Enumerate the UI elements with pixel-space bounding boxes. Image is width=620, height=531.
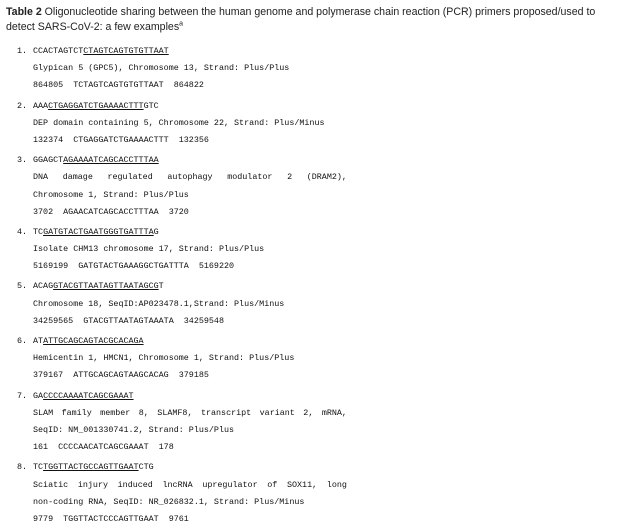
list-item (17, 98, 607, 150)
match-description: Isolate CHM13 chromosome 17, Strand: Plus/Plus (33, 244, 265, 255)
match-description: Chromosome 18, SeqID:AP023478.1,Strand: Plus/Minus (33, 298, 285, 309)
match-description (17, 477, 347, 494)
list-item (17, 333, 607, 385)
table-caption (6, 5, 612, 35)
genome-alignment: 9779 TGGTTACTCCCAGTTGAAT 9761 (33, 513, 189, 524)
list-item (17, 152, 607, 221)
description-word: long (326, 479, 347, 490)
match-description: Hemicentin 1, HMCN1, Chromosome 1, Strand: Plus/Plus (33, 353, 295, 364)
description-word: 2, (303, 407, 314, 418)
match-description (17, 169, 347, 186)
description-word: member (100, 407, 131, 418)
shared-oligo-segment: GTACGTTAATAGTTAATAGCG (53, 281, 159, 292)
description-word: induced (117, 479, 153, 490)
caption-text: Oligonucleotide sharing between the human genome and polymerase chain reaction (PCR) primers proposed/used to detect SARS-CoV-2: a few examples (6, 6, 596, 33)
genome-alignment: 34259565 GTACGTTAATAGTAAATA 34259548 (33, 315, 224, 326)
primer-segment: GTC (143, 100, 159, 111)
description-word: lncRNA (162, 479, 193, 490)
description-word: injury (77, 479, 108, 490)
shared-oligo-segment: GATGTACTGAATGGGTGATTTA (43, 226, 154, 237)
description-word: regulated (107, 172, 153, 183)
primer-segment: G (153, 226, 159, 237)
description-word: modulator (227, 172, 273, 183)
item-number: 4. (17, 226, 28, 237)
table-label: Table 2 (6, 6, 42, 18)
shared-oligo-segment: CTGAGGATCTGAAAACTTT (48, 100, 144, 111)
list-item (17, 224, 607, 276)
list-item (17, 388, 607, 457)
genome-alignment: 379167 ATTGCAGCAGTAAGCACAG 379185 (33, 370, 209, 381)
primer-sequence-line (17, 388, 607, 405)
description-word: Sciatic (33, 479, 69, 490)
match-description: SeqID: NM_001330741.2, Strand: Plus/Plus (33, 424, 235, 435)
primer-sequence-line (17, 333, 607, 350)
item-number: 8. (17, 462, 28, 473)
list-item (17, 459, 607, 528)
description-word: DNA (33, 172, 49, 183)
primer-segment: CCACTAGTCT (33, 46, 84, 56)
item-number: 7. (17, 390, 28, 401)
primer-segment: T (158, 281, 164, 292)
description-word: family (61, 407, 92, 418)
description-word: SLAMF8, (157, 407, 193, 418)
description-word: 8, (138, 407, 149, 418)
list-item (17, 278, 607, 330)
primer-sequence-line (17, 98, 607, 115)
description-word: SLAM (33, 407, 54, 418)
item-number: 2. (17, 100, 28, 111)
match-description: Glypican 5 (GPC5), Chromosome 13, Strand: Plus/Plus (33, 63, 290, 74)
match-description (17, 405, 347, 422)
primer-sequence-line (17, 43, 607, 60)
description-word: damage (62, 172, 93, 183)
primer-segment: GA (33, 390, 44, 401)
genome-alignment: 132374 CTGAGGATCTGAAAACTTT 132356 (33, 134, 209, 145)
match-description: Chromosome 1, Strand: Plus/Plus (33, 189, 189, 200)
genome-alignment: 864805 TCTAGTCAGTGTGTTAAT 864822 (33, 80, 204, 91)
description-word: mRNA, (321, 407, 347, 418)
primer-segment: TC (33, 462, 44, 473)
primer-segment: AAA (33, 100, 49, 111)
shared-oligo-segment: TGGTTACTGCCAGTTGAAT (43, 462, 139, 473)
genome-alignment: 5169199 GATGTACTGAAAGGCTGATTTA 5169220 (33, 261, 235, 272)
primer-segment: CTG (138, 462, 154, 473)
description-word: autophagy (167, 172, 213, 183)
shared-oligo-segment: CCCCAAAATCAGCGAAAT (43, 390, 134, 401)
item-number: 5. (17, 281, 28, 292)
match-description: non-coding RNA, SeqID: NR_026832.1, Strand: Plus/Minus (33, 496, 305, 507)
match-description: DEP domain containing 5, Chromosome 22, Strand: Plus/Minus (33, 117, 325, 128)
item-number: 6. (17, 336, 28, 346)
shared-oligo-segment: CTAGTCAGTGTGTTAAT (83, 46, 169, 56)
shared-oligo-segment: ATTGCAGCAGTACGCACAGA (43, 336, 144, 346)
primer-sequence-line (17, 152, 607, 169)
description-word: SOX11, (286, 479, 318, 490)
genome-alignment: 3702 AGAACATCAGCACCTTTAA 3720 (33, 206, 189, 217)
primer-segment: AT (33, 336, 44, 346)
description-word: of (267, 479, 278, 490)
primer-sequence-line (17, 278, 607, 295)
item-number: 3. (17, 155, 28, 166)
primer-segment: ACAG (33, 281, 54, 292)
primer-segment: GGAGCT (33, 155, 64, 166)
genome-alignment: 161 CCCCAACATCAGCGAAAT 178 (33, 442, 174, 453)
footnote-mark: a (179, 20, 184, 28)
description-word: (DRAM2), (306, 172, 347, 183)
primer-segment: TC (33, 226, 44, 237)
shared-oligo-segment: AGAAAATCAGCACCTTTAA (63, 155, 159, 166)
oligonucleotide-list (17, 43, 607, 531)
description-word: variant (259, 407, 295, 418)
description-word: upregulator (202, 479, 258, 490)
description-word: 2 (287, 172, 293, 183)
description-word: transcript (200, 407, 252, 418)
item-number: 1. (17, 46, 28, 56)
primer-sequence-line (17, 459, 607, 476)
primer-sequence-line (17, 224, 607, 241)
list-item (17, 43, 607, 95)
